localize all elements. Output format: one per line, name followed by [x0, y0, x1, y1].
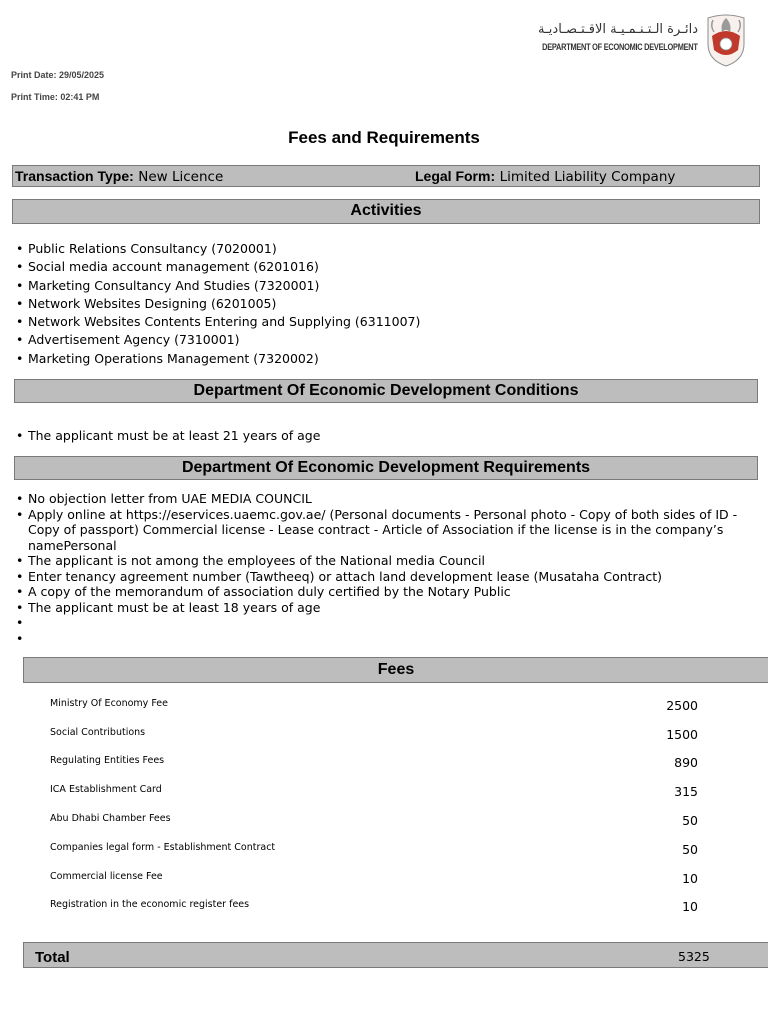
fee-name: Social Contributions — [50, 727, 146, 738]
total-label: Total — [35, 949, 70, 966]
fees-heading: Fees — [377, 661, 415, 678]
list-item: • Apply online at https://eservices.uaemc.gov.ae/ (Personal documents - Personal photo - Copy of both sides of ID - Copy of passport) Commercial license - Lease contract - Article of Association if the license is in the company’s namePersonal — [16, 507, 746, 554]
fee-name: Registration in the economic register fees — [50, 899, 250, 910]
fee-name: Commercial license Fee — [50, 871, 163, 882]
fee-row — [50, 841, 698, 861]
legal-form-value: Limited Liability Company — [499, 169, 676, 185]
fee-name: Companies legal form - Establishment Contract — [50, 842, 276, 853]
total-bar — [23, 942, 768, 968]
fee-row — [50, 726, 698, 746]
conditions-list — [16, 428, 756, 444]
list-item: • The applicant must be at least 18 years of age — [16, 600, 746, 616]
list-item — [16, 631, 746, 647]
org-name-arabic: دائـرة الـتـنـمـيـة الاقـتـصـاديـة — [538, 22, 698, 37]
transaction-type-value: New Licence — [138, 169, 224, 185]
list-item: • A copy of the memorandum of association duly certified by the Notary Public — [16, 584, 746, 600]
fee-name: Abu Dhabi Chamber Fees — [50, 813, 171, 824]
transaction-type-label: Transaction Type: — [15, 168, 134, 184]
list-item: • Network Websites Designing (6201005) — [16, 295, 756, 313]
requirements-header — [14, 456, 758, 480]
fee-row — [50, 812, 698, 832]
legal-form — [415, 166, 675, 187]
fee-amount: 50 — [682, 813, 698, 828]
fee-amount: 890 — [674, 755, 698, 770]
activities-list — [16, 240, 756, 368]
fee-amount: 1500 — [666, 727, 698, 742]
total-value: 5325 — [678, 949, 710, 964]
list-item: • Public Relations Consultancy (7020001) — [16, 240, 756, 258]
list-item: • No objection letter from UAE MEDIA COUNCIL — [16, 491, 746, 507]
fee-amount: 50 — [682, 842, 698, 857]
activities-header — [12, 199, 760, 224]
list-item: • Network Websites Contents Entering and Supplying (6311007) — [16, 313, 756, 331]
fee-amount: 10 — [682, 899, 698, 914]
list-item: • Enter tenancy agreement number (Tawtheeq) or attach land development lease (Musataha Contract) — [16, 569, 746, 585]
falcon-emblem-icon — [704, 10, 748, 68]
fee-name: ICA Establishment Card — [50, 784, 162, 795]
list-item: • The applicant must be at least 21 years of age — [16, 428, 756, 444]
transaction-type — [15, 166, 223, 187]
fee-amount: 315 — [674, 784, 698, 799]
fee-amount: 10 — [682, 871, 698, 886]
fee-row — [50, 898, 698, 918]
conditions-heading: Department Of Economic Development Conditions — [193, 382, 579, 399]
fee-name: Regulating Entities Fees — [50, 755, 165, 766]
list-item: • Marketing Consultancy And Studies (7320001) — [16, 277, 756, 295]
fee-row — [50, 783, 698, 803]
activities-heading: Activities — [350, 202, 422, 219]
print-date: Print Date: 29/05/2025 — [11, 70, 105, 80]
fee-row — [50, 870, 698, 890]
dept-logo — [516, 10, 748, 68]
list-item: • Advertisement Agency (7310001) — [16, 331, 756, 349]
conditions-header — [14, 379, 758, 403]
transaction-info-bar — [12, 165, 760, 187]
legal-form-label: Legal Form: — [415, 168, 496, 184]
list-item: • The applicant is not among the employees of the National media Council — [16, 553, 746, 569]
requirements-heading: Department Of Economic Development Requirements — [181, 459, 591, 476]
list-item: • Social media account management (6201016) — [16, 258, 756, 276]
fee-row — [50, 754, 698, 774]
print-time: Print Time: 02:41 PM — [11, 92, 100, 102]
fees-header — [23, 657, 768, 683]
list-item — [16, 615, 746, 631]
org-name-english: DEPARTMENT OF ECONOMIC DEVELOPMENT — [542, 42, 698, 52]
fee-name: Ministry Of Economy Fee — [50, 698, 168, 709]
document-title: Fees and Requirements — [288, 128, 480, 147]
fee-row — [50, 697, 698, 717]
list-item: • Marketing Operations Management (7320002) — [16, 350, 756, 368]
requirements-list — [16, 491, 746, 646]
fee-amount: 2500 — [666, 698, 698, 713]
